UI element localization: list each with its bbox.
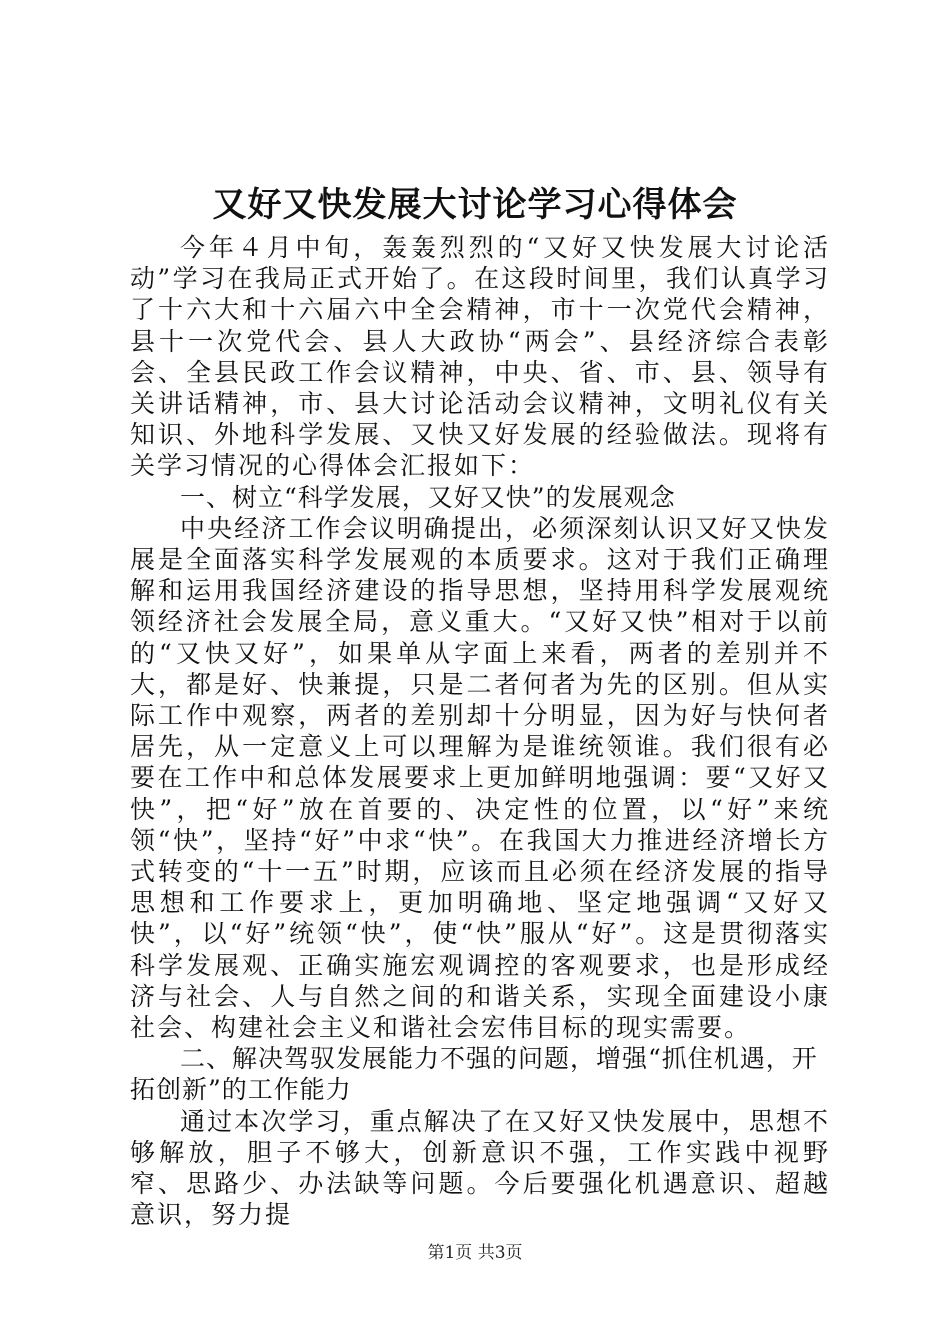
section-1-paragraph: 中央经济工作会议明确提出，必须深刻认识又好又快发展是全面落实科学发展观的本质要求。这对于我们正确理解和运用我国经济建设的指导思想，坚持用科学发展观统领经济社会发展全局，意义重大。“又好又快”相对于以前的“又快又好”，如果单从字面上来看，两者的差别并不大，都是好、快兼提，只是二者何者为先的区别。但从实际工作中观察，两者的差别却十分明显，因为好与快何者居先，从一定意义上可以理解为是谁统领谁。我们很有必要在工作中和总体发展要求上更加鲜明地强调：要“又好又快”，把“好”放在首要的、决定性的位置，以“好”来统领“快”，坚持“好”中求“快”。在我国大力推进经济增长方式转变的“十一五”时期，应该而且必须在经济发展的指导思想和工作要求上，更加明确地、坚定地强调“又好又快”，以“好”统领“快”，使“快”服从“好”。这是贯彻落实科学发展观、正确实施宏观调控的客观要求，也是形成经济与社会、人与自然之间的和谐关系，实现全面建设小康社会、构建社会主义和谐社会宏伟目标的现实需要。 — [130, 513, 830, 1043]
section-2-paragraph: 通过本次学习，重点解决了在又好又快发展中，思想不够解放，胆子不够大，创新意识不强，工作实践中视野窄、思路少、办法缺等问题。今后要强化机遇意识、超越意识，努力提 — [130, 1106, 830, 1230]
page-footer: 第1页 共3页 — [427, 1243, 523, 1263]
document-title: 又好又快发展大讨论学习心得体会 — [212, 185, 738, 225]
section-heading-1: 一、树立“科学发展，又好又快”的发展观念 — [180, 482, 676, 512]
section-heading-2: 二、解决驾驭发展能力不强的问题，增强“抓住机遇，开拓创新”的工作能力 — [130, 1044, 818, 1105]
intro-paragraph: 今年４月中旬，轰轰烈烈的“又好又快发展大讨论活动”学习在我局正式开始了。在这段时间里，我们认真学习了十六大和十六届六中全会精神，市十一次党代会精神，县十一次党代会、县人大政协“两会”、县经济综合表彰会、全县民政工作会议精神，中央、省、市、县、领导有关讲话精神，市、县大讨论活动会议精神，文明礼仪有关知识、外地科学发展、又快又好发展的经验做法。现将有关学习情况的心得体会汇报如下： — [130, 233, 830, 481]
document-body — [130, 232, 830, 1231]
